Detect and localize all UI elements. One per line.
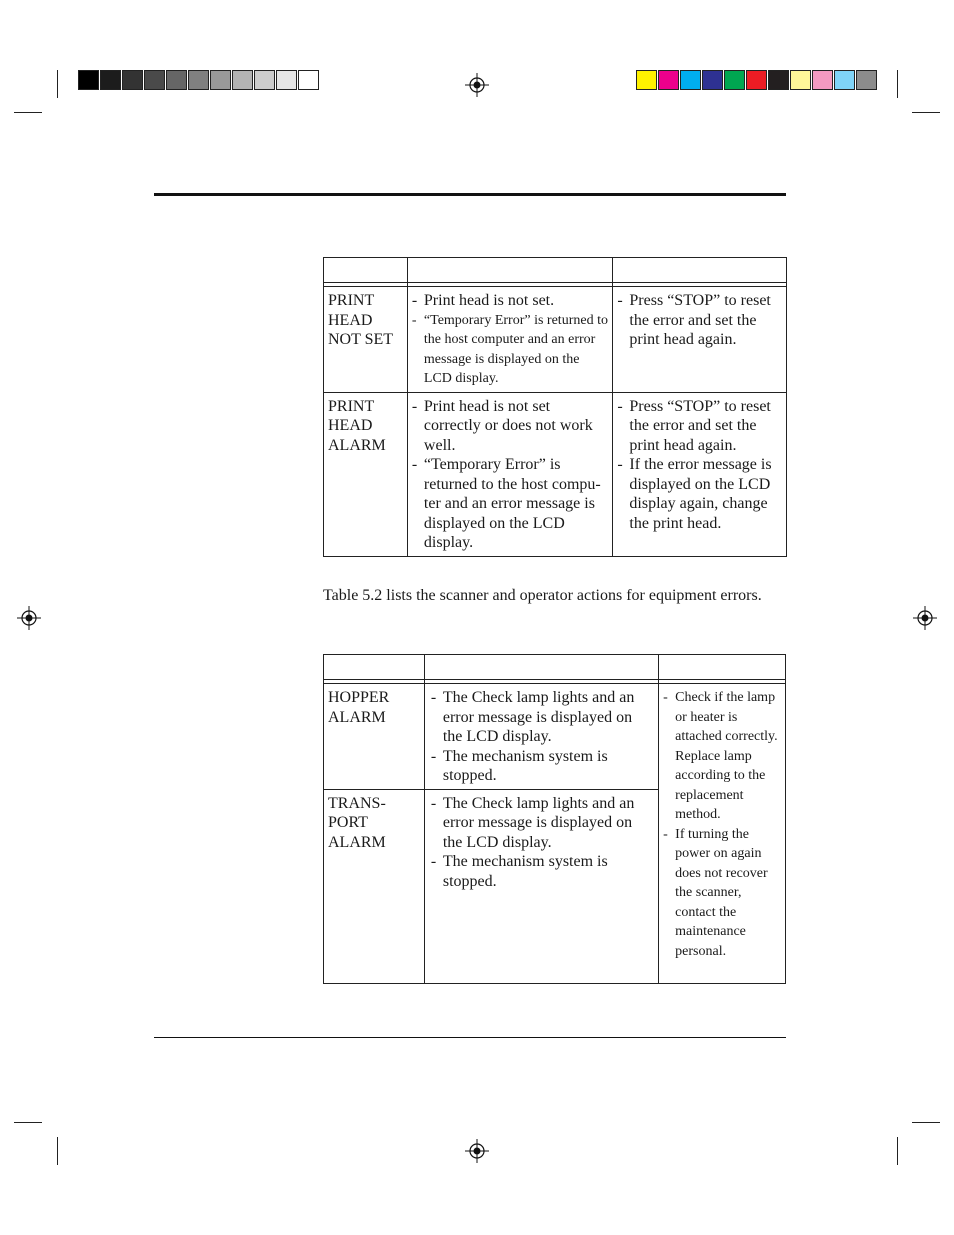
list-item: - The mechanism system is stopped. <box>430 853 608 890</box>
crop-mark <box>14 112 42 113</box>
error-name-cell: PRINT HEAD NOT SET <box>324 287 408 393</box>
table-header-row <box>324 655 786 680</box>
footer-rule <box>154 1037 786 1038</box>
status-cell <box>407 392 613 556</box>
gray-swatch <box>78 70 99 90</box>
registration-mark-icon <box>913 606 937 630</box>
color-swatch <box>724 70 745 90</box>
registration-mark-icon <box>465 1139 489 1163</box>
crop-mark <box>57 70 58 98</box>
error-name-cell: PRINT HEAD ALARM <box>324 392 408 556</box>
list-item: - The Check lamp lights and an error message is displayed on the LCD display. <box>430 794 635 851</box>
registration-mark-icon <box>17 606 41 630</box>
color-swatch <box>702 70 723 90</box>
list-item: - Press “STOP” to reset the error and set the print head again. <box>617 292 771 348</box>
error-name-cell: HOPPER ALARM <box>324 684 425 790</box>
body-paragraph: Table 5.2 lists the scanner and operator actions for equipment errors. <box>323 587 762 604</box>
grayscale-calibration-bar <box>78 70 320 90</box>
gray-swatch <box>210 70 231 90</box>
action-cell <box>613 287 787 393</box>
gray-swatch <box>122 70 143 90</box>
color-swatch <box>746 70 767 90</box>
list-item: - The mechanism system is stopped. <box>430 747 608 784</box>
color-swatch <box>680 70 701 90</box>
crop-mark <box>912 112 940 113</box>
list-item: - Print head is not set correctly or does not work well. <box>411 397 593 454</box>
status-cell <box>424 684 658 790</box>
table-header-row <box>324 258 787 283</box>
color-swatch <box>812 70 833 90</box>
gray-swatch <box>100 70 121 90</box>
color-swatch <box>768 70 789 90</box>
table-row <box>324 392 787 556</box>
crop-mark <box>912 1122 940 1123</box>
list-item: - The Check lamp lights and an error message is displayed on the LCD display. <box>430 689 635 745</box>
color-swatch <box>790 70 811 90</box>
list-item: - Print head is not set. <box>411 292 555 309</box>
color-swatch <box>658 70 679 90</box>
crop-mark <box>14 1122 42 1123</box>
list-item: - If the error message is displayed on the LCD display again, change the print head. <box>617 456 772 532</box>
crop-mark <box>57 1137 58 1165</box>
table-row <box>324 287 787 393</box>
registration-mark-icon <box>465 73 489 97</box>
list-item: - “Temporary Error” is returned to the host computer and an error message is displayed on the LCD display. <box>411 312 608 386</box>
header-rule <box>154 193 786 196</box>
color-calibration-bar <box>636 70 878 90</box>
gray-swatch <box>298 70 319 90</box>
crop-mark <box>897 70 898 98</box>
status-cell <box>407 287 613 393</box>
list-item: - If turning the power on again does not recover the scanner, contact the maintenance personal. <box>663 826 768 959</box>
color-swatch <box>856 70 877 90</box>
list-item: - Check if the lamp or heater is attached correctly. Replace lamp according to the replacement method. <box>663 690 778 822</box>
equipment-error-table <box>323 654 786 984</box>
gray-swatch <box>254 70 275 90</box>
gray-swatch <box>166 70 187 90</box>
error-name-cell: TRANS- PORT ALARM <box>324 789 425 983</box>
action-cell <box>659 684 786 984</box>
print-head-error-table <box>323 257 787 557</box>
action-cell <box>613 392 787 556</box>
table-row <box>324 684 786 790</box>
gray-swatch <box>188 70 209 90</box>
gray-swatch <box>232 70 253 90</box>
gray-swatch <box>276 70 297 90</box>
color-swatch <box>636 70 657 90</box>
status-cell <box>424 789 658 983</box>
gray-swatch <box>144 70 165 90</box>
crop-mark <box>897 1137 898 1165</box>
list-item: - “Temporary Error” is returned to the host compu-ter and an error message is displayed on the LCD display. <box>411 456 601 551</box>
color-swatch <box>834 70 855 90</box>
list-item: - Press “STOP” to reset the error and set the print head again. <box>617 397 771 454</box>
